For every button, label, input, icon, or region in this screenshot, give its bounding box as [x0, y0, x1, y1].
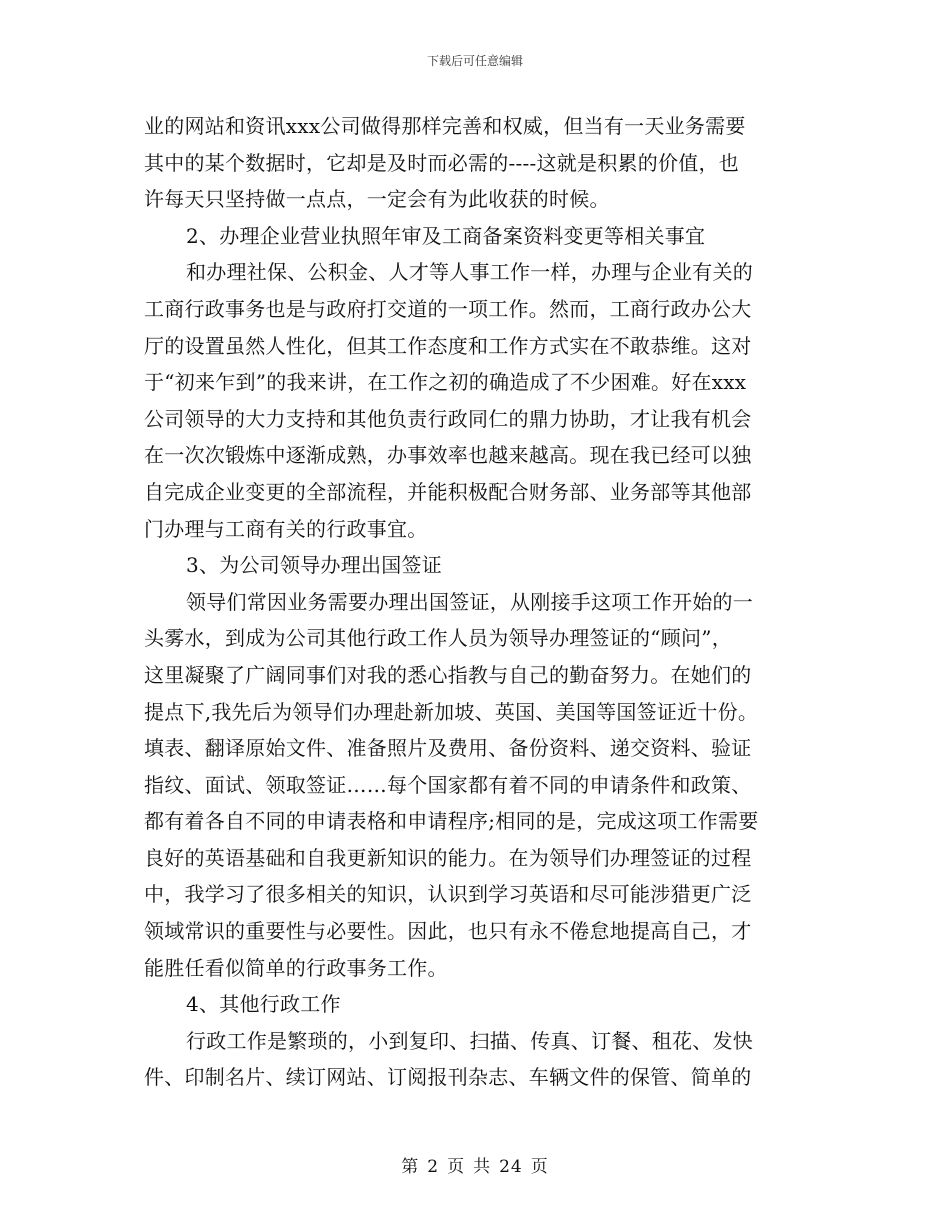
- page-header: 下载后可任意编辑: [426, 54, 523, 68]
- document-body: [144, 108, 824, 1096]
- text-line: 4、其他行政工作: [186, 992, 341, 1017]
- text-line: 门办理与工商有关的行政事宜。: [144, 516, 428, 541]
- page-footer: [0, 1152, 950, 1177]
- footer-total-label: 共: [473, 1157, 492, 1177]
- text-line: 良好的英语基础和自我更新知识的能力。在为领导们办理签证的过程: [144, 845, 752, 870]
- text-line: 于“初来乍到”的我来讲，在工作之初的确造成了不少困难。好在xxx: [144, 370, 747, 395]
- text-line: 头雾水，到成为公司其他行政工作人员为领导办理签证的“顾问”，: [144, 626, 732, 651]
- total-pages: 24: [499, 1157, 523, 1177]
- footer-middle: 页: [447, 1157, 466, 1177]
- footer-suffix: 页: [530, 1157, 549, 1177]
- text-line: 2、办理企业营业执照年审及工商备案资料变更等相关事宜: [186, 223, 706, 248]
- text-line: 公司领导的大力支持和其他负责行政同仁的鼎力协助，才让我有机会: [144, 406, 752, 431]
- text-line: 其中的某个数据时，它却是及时而必需的----这就是积累的价值，也: [144, 150, 740, 175]
- text-line: 和办理社保、公积金、人才等人事工作一样，办理与企业有关的: [186, 260, 753, 285]
- footer-prefix: 第: [401, 1157, 420, 1177]
- text-line: 业的网站和资讯xxx公司做得那样完善和权威，但当有一天业务需要: [144, 114, 746, 138]
- text-line: 许每天只坚持做一点点，一定会有为此收获的时候。: [144, 187, 610, 212]
- text-line: 这里凝聚了广阔同事们对我的悉心指教与自己的勤奋努力。在她们的: [144, 662, 752, 687]
- text-line: 能胜任看似简单的行政事务工作。: [144, 955, 448, 980]
- text-line: 自完成企业变更的全部流程，并能积极配合财务部、业务部等其他部: [144, 479, 752, 504]
- text-line: 领域常识的重要性与必要性。因此，也只有永不倦怠地提高自己，才: [144, 919, 752, 944]
- text-line: 工商行政事务也是与政府打交道的一项工作。然而，工商行政办公大: [144, 296, 752, 321]
- text-line: 都有着各自不同的申请表格和申请程序;相同的是，完成这项工作需要: [144, 809, 759, 834]
- text-line: 在一次次锻炼中逐渐成熟，办事效率也越来越高。现在我已经可以独: [144, 443, 752, 468]
- text-line: 3、为公司领导办理出国签证: [186, 553, 442, 578]
- text-line: 提点下,我先后为领导们办理赴新加坡、英国、美国等国签证近十份。: [144, 699, 759, 724]
- text-line: 中，我学习了很多相关的知识，认识到学习英语和尽可能涉猎更广泛: [144, 882, 752, 907]
- text-line: 件、印制名片、续订网站、订阅报刊杂志、车辆文件的保管、简单的: [144, 1065, 752, 1090]
- text-line: 指纹、面试、领取签证……每个国家都有着不同的申请条件和政策、: [144, 772, 752, 797]
- text-line: 领导们常因业务需要办理出国签证，从刚接手这项工作开始的一: [186, 589, 753, 614]
- text-line: 厅的设置虽然人性化，但其工作态度和工作方式实在不敢恭维。这对: [144, 333, 752, 358]
- page-number: 2: [427, 1157, 440, 1177]
- text-line: 行政工作是繁琐的，小到复印、扫描、传真、订餐、租花、发快: [186, 1028, 753, 1053]
- text-line: 填表、翻译原始文件、准备照片及费用、备份资料、递交资料、验证: [144, 736, 752, 761]
